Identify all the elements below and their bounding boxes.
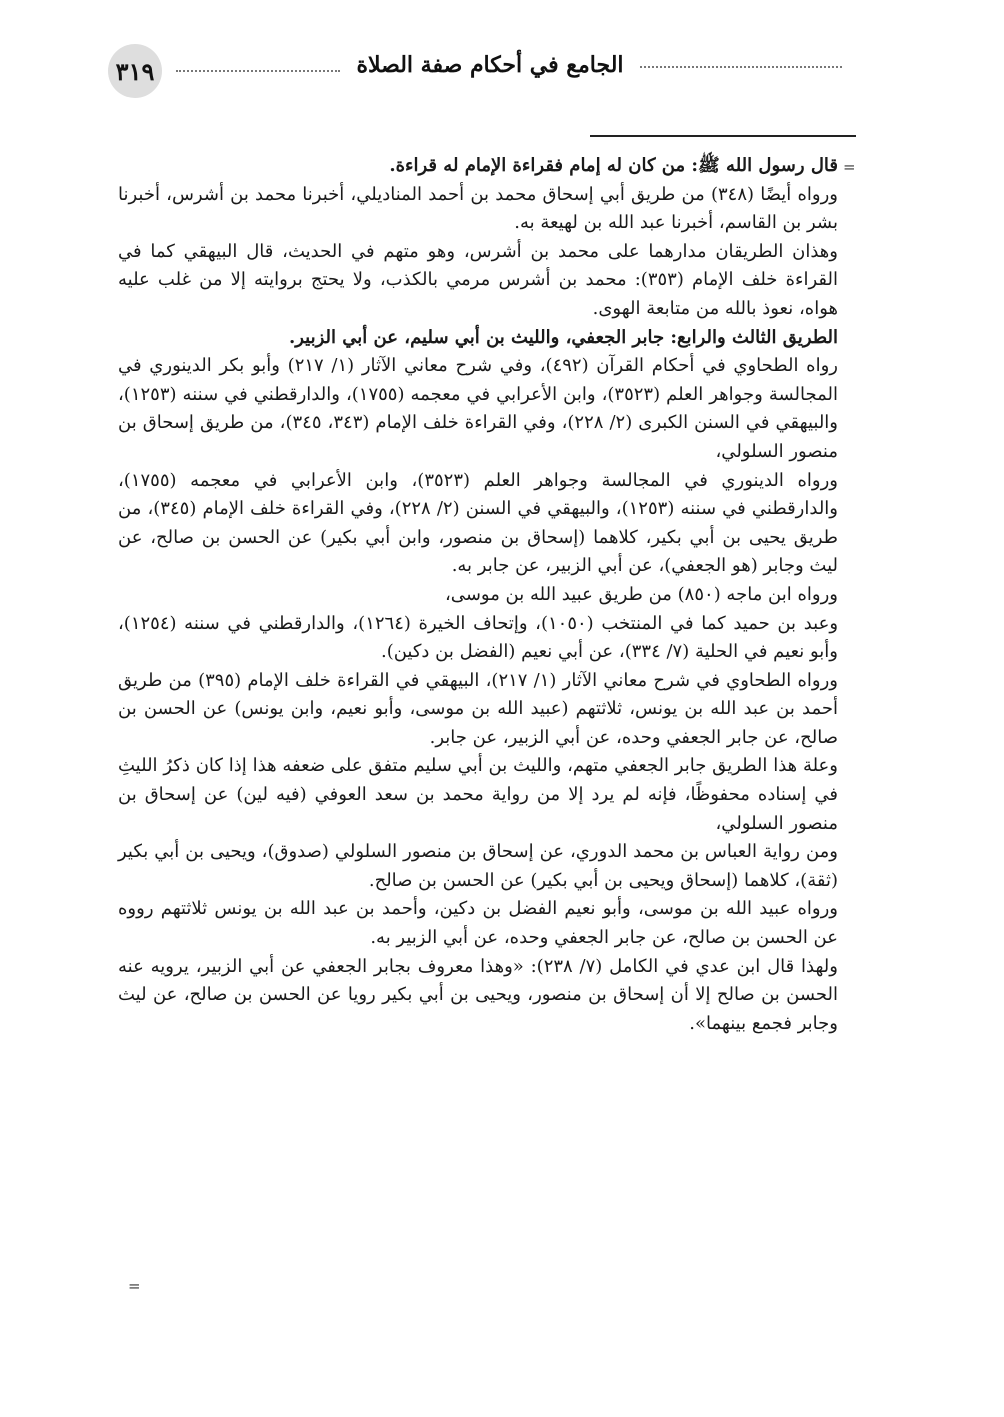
header-dotted-leader-left — [176, 70, 340, 72]
paragraph: رواه الطحاوي في أحكام القرآن (٤٩٢)، وفي شرح معاني الآثار (١/ ٢١٧) وأبو بكر الدينوري في المجالسة وجواهر العلم (٣٥٢٣)، وابن الأعرابي في معجمه (١٧٥٥)، والدارقطني في سننه (١٢٥٣)، والبيهقي في السنن الكبرى (٢/ ٢٢٨)، وفي القراءة خلف الإمام (٣٤٣، ٣٤٥)، من طريق إسحاق بن منصور السلولي، — [118, 355, 839, 462]
page-number: ٣١٩ — [108, 44, 162, 98]
paragraph: ورواه أيضًا (٣٤٨) من طريق أبي إسحاق محمد بن أحمد المناديلي، أخبرنا محمد بن أشرس، أخبرنا بشر بن القاسم، أخبرنا عبد الله بن لهيعة به. — [118, 183, 838, 234]
running-title: الجامع في أحكام صفة الصلاة — [356, 52, 624, 78]
paragraph: وعلة هذا الطريق جابر الجعفي متهم، والليث بن أبي سليم متفق على ضعفه هذا إذا كان ذكرُ الليثِ في إسناده محفوظًا، فإنه لم يرد إلا من رواية محمد بن سعد العوفي (فيه لين) عن إسحاق بن منصور السلولي، — [118, 755, 838, 834]
paragraph: ورواه عبيد الله بن موسى، وأبو نعيم الفضل بن دكين، وأحمد بن عبد الله بن يونس ثلاثتهم رووه عن الحسن بن صالح، عن جابر الجعفي وحده، عن أبي الزبير به. — [118, 898, 838, 949]
paragraph: الطريق الثالث والرابع: جابر الجعفي، والليث بن أبي سليم، عن أبي الزبير. — [288, 326, 838, 348]
header-dotted-leader-right — [640, 66, 842, 68]
paragraph: ورواه ابن ماجه (٨٥٠) من طريق عبيد الله بن موسى، — [445, 583, 838, 605]
paragraph: ورواه الطحاوي في شرح معاني الآثار (١/ ٢١٧)، البيهقي في القراءة خلف الإمام (٣٩٥) من طريق أحمد بن عبد الله بن يونس، ثلاثتهم (عبيد الله بن موسى، وأبو نعيم، وابن يونس) عن الحسن بن صالح، عن جابر الجعفي وحده، عن أبي الزبير، عن جابر. — [118, 669, 838, 748]
footnote-text-block — [118, 152, 838, 1038]
paragraph: ورواه الدينوري في المجالسة وجواهر العلم (٣٥٢٣)، وابن الأعرابي في معجمه (١٧٥٥)، والدارقطني في سننه (١٢٥٣)، والبيهقي في السنن (٢/ ٢٢٨)، وفي القراءة خلف الإمام (٣٤٥)، من طريق يحيى بن أبي بكير، كلاهما (إسحاق بن منصور، وابن أبي بكير) عن الحسن بن صالح، عن ليث وجابر (هو الجعفي)، عن أبي الزبير، عن جابر به. — [118, 469, 839, 577]
footnote-separator-rule — [590, 135, 856, 137]
paragraph: وهذان الطريقان مدارهما على محمد بن أشرس، وهو متهم في الحديث، قال البيهقي كما في القراءة خلف الإمام (٣٥٣): محمد بن أشرس مرمي بالكذب، ولا يحتج بروايته إلا من غلب عليه هواه، نعوذ بالله من متابعة الهوى. — [118, 240, 838, 319]
continuation-mark-top: = — [843, 158, 856, 176]
continuation-mark-bottom: = — [128, 1277, 141, 1295]
paragraph: ولهذا قال ابن عدي في الكامل (٧/ ٢٣٨): «وهذا معروف بجابر الجعفي عن أبي الزبير، يرويه عنه الحسن بن صالح إلا أن إسحاق بن منصور، ويحيى بن أبي بكير رويا عن الحسن بن صالح، عن ليث وجابر فجمع بينهما». — [118, 955, 838, 1034]
paragraph: ومن رواية العباس بن محمد الدوري، عن إسحاق بن منصور السلولي (صدوق)، ويحيى بن أبي بكير (ثقة)، كلاهما (إسحاق ويحيى بن أبي بكير) عن الحسن بن صالح. — [118, 841, 838, 891]
paragraph: وعبد بن حميد كما في المنتخب (١٠٥٠)، وإتحاف الخيرة (١٢٦٤)، والدارقطني في سننه (١٢٥٤)، وأبو نعيم في الحلية (٧/ ٣٣٤)، عن أبي نعيم (الفضل بن دكين). — [118, 612, 839, 663]
paragraph: قال رسول الله ﷺ: من كان له إمام فقراءة الإمام له قراءة. — [389, 155, 838, 176]
